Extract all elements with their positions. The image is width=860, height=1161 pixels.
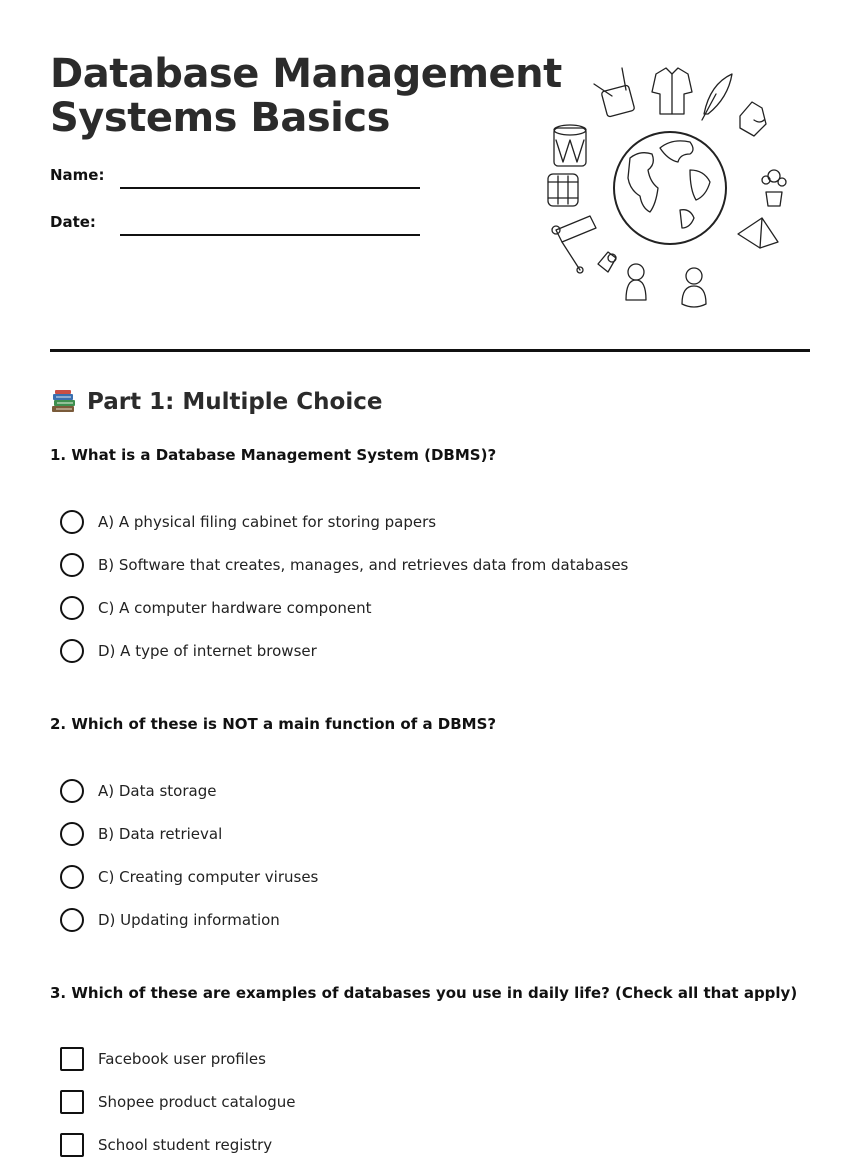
radio-button[interactable] <box>60 639 84 663</box>
option-label: B) Software that creates, manages, and retrieves data from databases <box>98 556 629 574</box>
q3-option-2[interactable] <box>60 1089 296 1115</box>
q3-option-1[interactable] <box>60 1046 266 1072</box>
globe-cultural-items-icon <box>540 60 810 320</box>
q3-option-3[interactable] <box>60 1132 272 1158</box>
title-line-2: Systems Basics <box>50 95 390 141</box>
q2-option-a[interactable] <box>60 778 216 804</box>
radio-button[interactable] <box>60 908 84 932</box>
option-label: C) A computer hardware component <box>98 599 372 617</box>
question-1: 1. What is a Database Management System (DBMS)? <box>50 446 497 464</box>
checkbox[interactable] <box>60 1133 84 1157</box>
q2-option-d[interactable] <box>60 907 280 933</box>
date-label: Date: <box>50 213 96 231</box>
radio-button[interactable] <box>60 553 84 577</box>
option-label: B) Data retrieval <box>98 825 223 843</box>
option-label: A) A physical filing cabinet for storing papers <box>98 513 437 531</box>
radio-button[interactable] <box>60 510 84 534</box>
q1-option-b[interactable] <box>60 552 628 578</box>
header-divider <box>50 349 810 352</box>
q1-option-a[interactable] <box>60 509 436 535</box>
question-3: 3. Which of these are examples of databases you use in daily life? (Check all that apply) <box>50 984 798 1002</box>
part1-heading <box>50 388 382 416</box>
option-label: Facebook user profiles <box>98 1050 266 1068</box>
radio-button[interactable] <box>60 822 84 846</box>
option-label: D) A type of internet browser <box>98 642 317 660</box>
radio-button[interactable] <box>60 865 84 889</box>
name-label: Name: <box>50 166 105 184</box>
title-line-1: Database Management <box>50 51 562 97</box>
books-icon <box>50 388 78 416</box>
part1-heading-text: Part 1: Multiple Choice <box>87 389 383 415</box>
worksheet-title <box>50 52 562 140</box>
q1-option-d[interactable] <box>60 638 317 664</box>
q2-option-b[interactable] <box>60 821 222 847</box>
q2-option-c[interactable] <box>60 864 318 890</box>
option-label: D) Updating information <box>98 911 280 929</box>
question-2: 2. Which of these is NOT a main function of a DBMS? <box>50 715 497 733</box>
name-field[interactable] <box>120 187 420 189</box>
option-label: A) Data storage <box>98 782 217 800</box>
radio-button[interactable] <box>60 596 84 620</box>
date-field[interactable] <box>120 234 420 236</box>
radio-button[interactable] <box>60 779 84 803</box>
checkbox[interactable] <box>60 1090 84 1114</box>
option-label: Shopee product catalogue <box>98 1093 296 1111</box>
option-label: C) Creating computer viruses <box>98 868 319 886</box>
q1-option-c[interactable] <box>60 595 372 621</box>
option-label: School student registry <box>98 1136 273 1154</box>
checkbox[interactable] <box>60 1047 84 1071</box>
